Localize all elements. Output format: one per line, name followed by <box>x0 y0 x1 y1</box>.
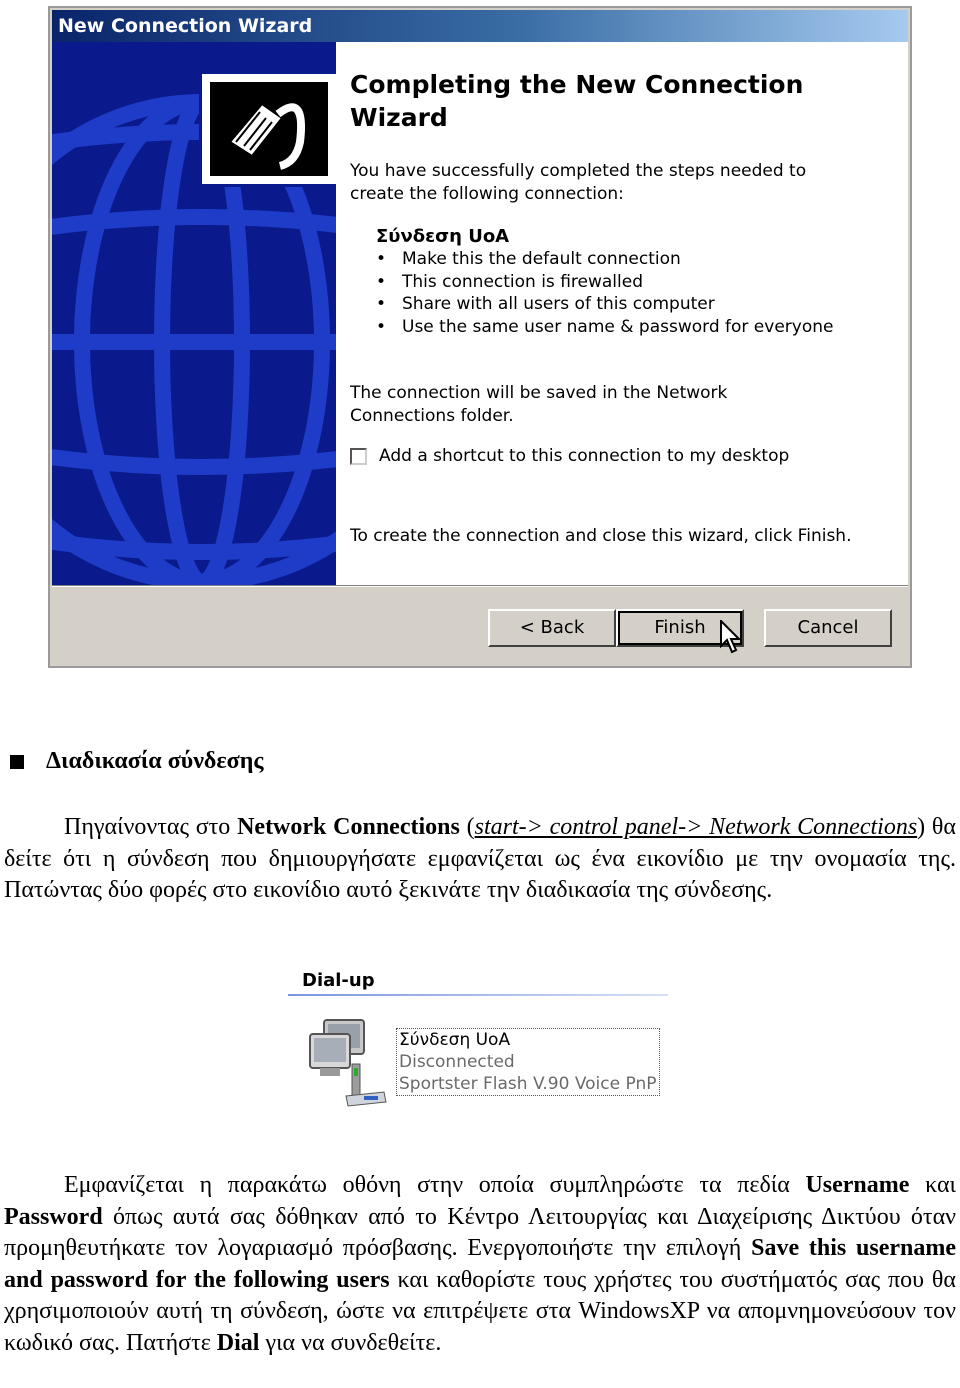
paragraph-connect-procedure <box>4 812 956 907</box>
menu-path-link[interactable]: start-> control panel-> Network Connections <box>474 814 918 840</box>
window-title: New Connection Wizard <box>52 10 908 42</box>
header-divider <box>288 994 668 996</box>
section-heading <box>10 748 263 775</box>
dialup-connections-panel <box>284 966 672 1114</box>
text-run: Πηγαίνοντας στο <box>64 814 238 840</box>
button-area-divider <box>52 585 908 587</box>
bold-text: Save this username and password for the following users <box>4 1235 956 1293</box>
back-button[interactable]: < Back <box>488 609 616 647</box>
square-bullet-icon <box>10 755 24 769</box>
text-run: Εμφανίζεται η παρακάτω οθόνη στην οποία συμπληρώστε τα πεδία <box>64 1172 806 1198</box>
list-item: • Share with all users of this computer <box>376 293 833 316</box>
network-cable-icon <box>202 74 336 184</box>
dialup-connection-details[interactable] <box>396 1028 660 1096</box>
wizard-intro-text: You have successfully completed the steps needed to create the following connection: <box>350 161 807 204</box>
text-run: ( <box>459 814 475 840</box>
section-title-text: Διαδικασία σύνδεσης <box>46 748 264 774</box>
bold-text: Dial <box>216 1329 260 1356</box>
wizard-heading: Completing the New Connection Wizard <box>350 70 804 132</box>
dialup-header: Dial-up <box>302 970 375 991</box>
bold-text: Username <box>805 1172 910 1198</box>
wizard-side-banner <box>52 42 336 585</box>
dialup-connection-icon[interactable] <box>306 1016 390 1108</box>
mouse-pointer-icon <box>720 620 742 654</box>
text-run: για να συνδεθείτε. <box>259 1329 442 1356</box>
list-item: • This connection is firewalled <box>376 271 833 294</box>
finish-instruction: To create the connection and close this wizard, click Finish. <box>350 526 852 546</box>
saved-location-note: The connection will be saved in the Network Connections folder. <box>350 383 728 426</box>
dialup-connection-status: Disconnected <box>399 1052 515 1072</box>
connection-options-list <box>376 248 833 338</box>
text-run: και <box>909 1172 956 1198</box>
bold-text: Network Connections <box>237 814 460 840</box>
bold-text: Password <box>4 1203 103 1230</box>
desktop-shortcut-checkbox[interactable] <box>350 448 367 465</box>
text-run: και καθορίστε τους χρήστες του συστήματός σας που θα χρησιμοποιούν αυτή τη σύνδεση, ώστε να επιτρέψετε στα WindowsXP να απομνημονεύσουν τον κωδικό σας. Πατήστε <box>4 1266 956 1356</box>
list-item: • Make this the default connection <box>376 248 833 271</box>
connection-name: Σύνδεση UoA <box>376 226 510 247</box>
desktop-shortcut-option[interactable] <box>350 446 789 466</box>
cancel-button[interactable]: Cancel <box>764 609 892 647</box>
paragraph-login-instructions <box>4 1170 956 1359</box>
desktop-shortcut-label: Add a shortcut to this connection to my desktop <box>379 446 790 466</box>
text-run: όπως αυτά σας δόθηκαν από το Κέντρο Λειτουργίας και Διαχείρισης Δικτύου όταν προμηθευτήκατε τον λογαριασμό πρόσβασης. Ενεργοποιήστε την επιλογή <box>4 1203 956 1261</box>
new-connection-wizard-window <box>48 6 912 668</box>
finish-button[interactable]: Finish <box>616 609 744 647</box>
text-run: ) θα δείτε ότι η σύνδεση που δημιουργήσατε εμφανίζεται ως ένα εικονίδιο με την ονομασία της. Πατώντας δύο φορές στο εικονίδιο αυτό ξεκινάτε την διαδικασία της σύνδεσης. <box>4 814 957 903</box>
dialup-connection-name: Σύνδεση UoA <box>399 1030 511 1050</box>
dialup-modem-name: Sportster Flash V.90 Voice PnP <box>399 1074 657 1094</box>
list-item: • Use the same user name & password for everyone <box>376 316 833 339</box>
wizard-content-panel <box>336 42 908 585</box>
